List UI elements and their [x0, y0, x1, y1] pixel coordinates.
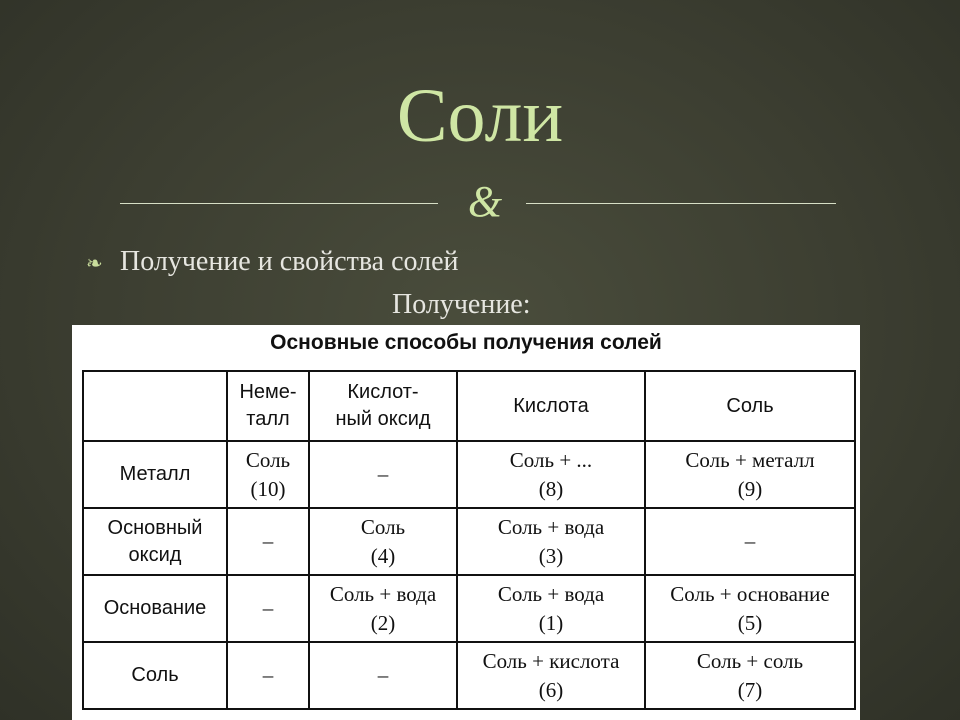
cell-text: (3): [538, 543, 564, 568]
table-cell: [309, 575, 457, 642]
table-cell: [457, 642, 645, 709]
divider-right: [526, 203, 836, 204]
cell-text: –: [262, 529, 274, 554]
cell-text: Соль + соль: [696, 649, 804, 674]
table-cell: [309, 642, 457, 709]
column-header: [83, 371, 227, 441]
section-heading: Получение:: [392, 289, 531, 320]
row-header: [83, 575, 227, 642]
cell-text: Соль: [131, 664, 179, 686]
table-row: [83, 575, 855, 642]
slide-subtitle: Получение и свойства солей: [120, 246, 459, 277]
ornament-icon: &: [467, 177, 503, 226]
table-header-row: [83, 371, 855, 441]
table-cell: [309, 508, 457, 575]
cell-text: Неме-: [239, 381, 297, 403]
cell-text: Соль + ...: [509, 448, 593, 473]
table-cell: [645, 508, 855, 575]
cell-text: Основание: [103, 597, 207, 619]
cell-text: Соль + кислота: [482, 649, 620, 674]
cell-text: –: [744, 529, 756, 554]
column-header: [309, 371, 457, 441]
cell-text: Соль + металл: [685, 448, 815, 473]
table-cell: [645, 642, 855, 709]
salts-table: [82, 370, 856, 710]
cell-text: (6): [538, 677, 564, 702]
cell-text: (2): [370, 610, 396, 635]
cell-text: оксид: [128, 543, 182, 566]
cell-text: (10): [250, 476, 286, 501]
table-cell: [227, 441, 309, 508]
cell-text: Соль + вода: [497, 582, 605, 607]
table-cell: [457, 575, 645, 642]
table-cell: [309, 441, 457, 508]
table-cell: [457, 508, 645, 575]
cell-text: Металл: [119, 463, 191, 485]
cell-text: талл: [246, 408, 290, 430]
table-cell: [227, 508, 309, 575]
table-cell: [645, 575, 855, 642]
column-header: [457, 371, 645, 441]
row-header: [83, 508, 227, 575]
cell-text: (4): [370, 543, 396, 568]
ornament-bullet-icon: ❧: [86, 253, 103, 275]
cell-text: Кислот-: [347, 381, 419, 403]
table-cell: [457, 441, 645, 508]
cell-text: –: [262, 596, 274, 621]
slide-title: Соли: [396, 74, 564, 158]
table-row: [83, 508, 855, 575]
cell-text: Соль + основание: [670, 582, 830, 607]
table-cell: [645, 441, 855, 508]
table-caption: Основные способы получения солей: [270, 331, 662, 354]
cell-text: Соль + вода: [329, 582, 437, 607]
cell-text: Соль: [360, 515, 406, 540]
cell-text: Кислота: [513, 394, 589, 417]
table-row: [83, 642, 855, 709]
cell-text: Основный: [107, 516, 203, 539]
cell-text: (5): [737, 610, 763, 635]
cell-text: Соль: [726, 394, 774, 417]
row-header: [83, 441, 227, 508]
cell-text: (7): [737, 677, 763, 702]
row-header: [83, 642, 227, 709]
table-cell: [227, 575, 309, 642]
table-row: [83, 441, 855, 508]
cell-text: Соль: [245, 448, 291, 473]
divider-left: [120, 203, 438, 204]
cell-text: (8): [538, 476, 564, 501]
table-image: [72, 325, 860, 720]
table-cell: [227, 642, 309, 709]
cell-text: –: [377, 462, 389, 487]
cell-text: –: [377, 663, 389, 688]
cell-text: –: [262, 663, 274, 688]
column-header: [227, 371, 309, 441]
cell-text: (9): [737, 476, 763, 501]
cell-text: Соль + вода: [497, 515, 605, 540]
column-header: [645, 371, 855, 441]
cell-text: ный оксид: [335, 408, 431, 430]
cell-text: (1): [538, 610, 564, 635]
